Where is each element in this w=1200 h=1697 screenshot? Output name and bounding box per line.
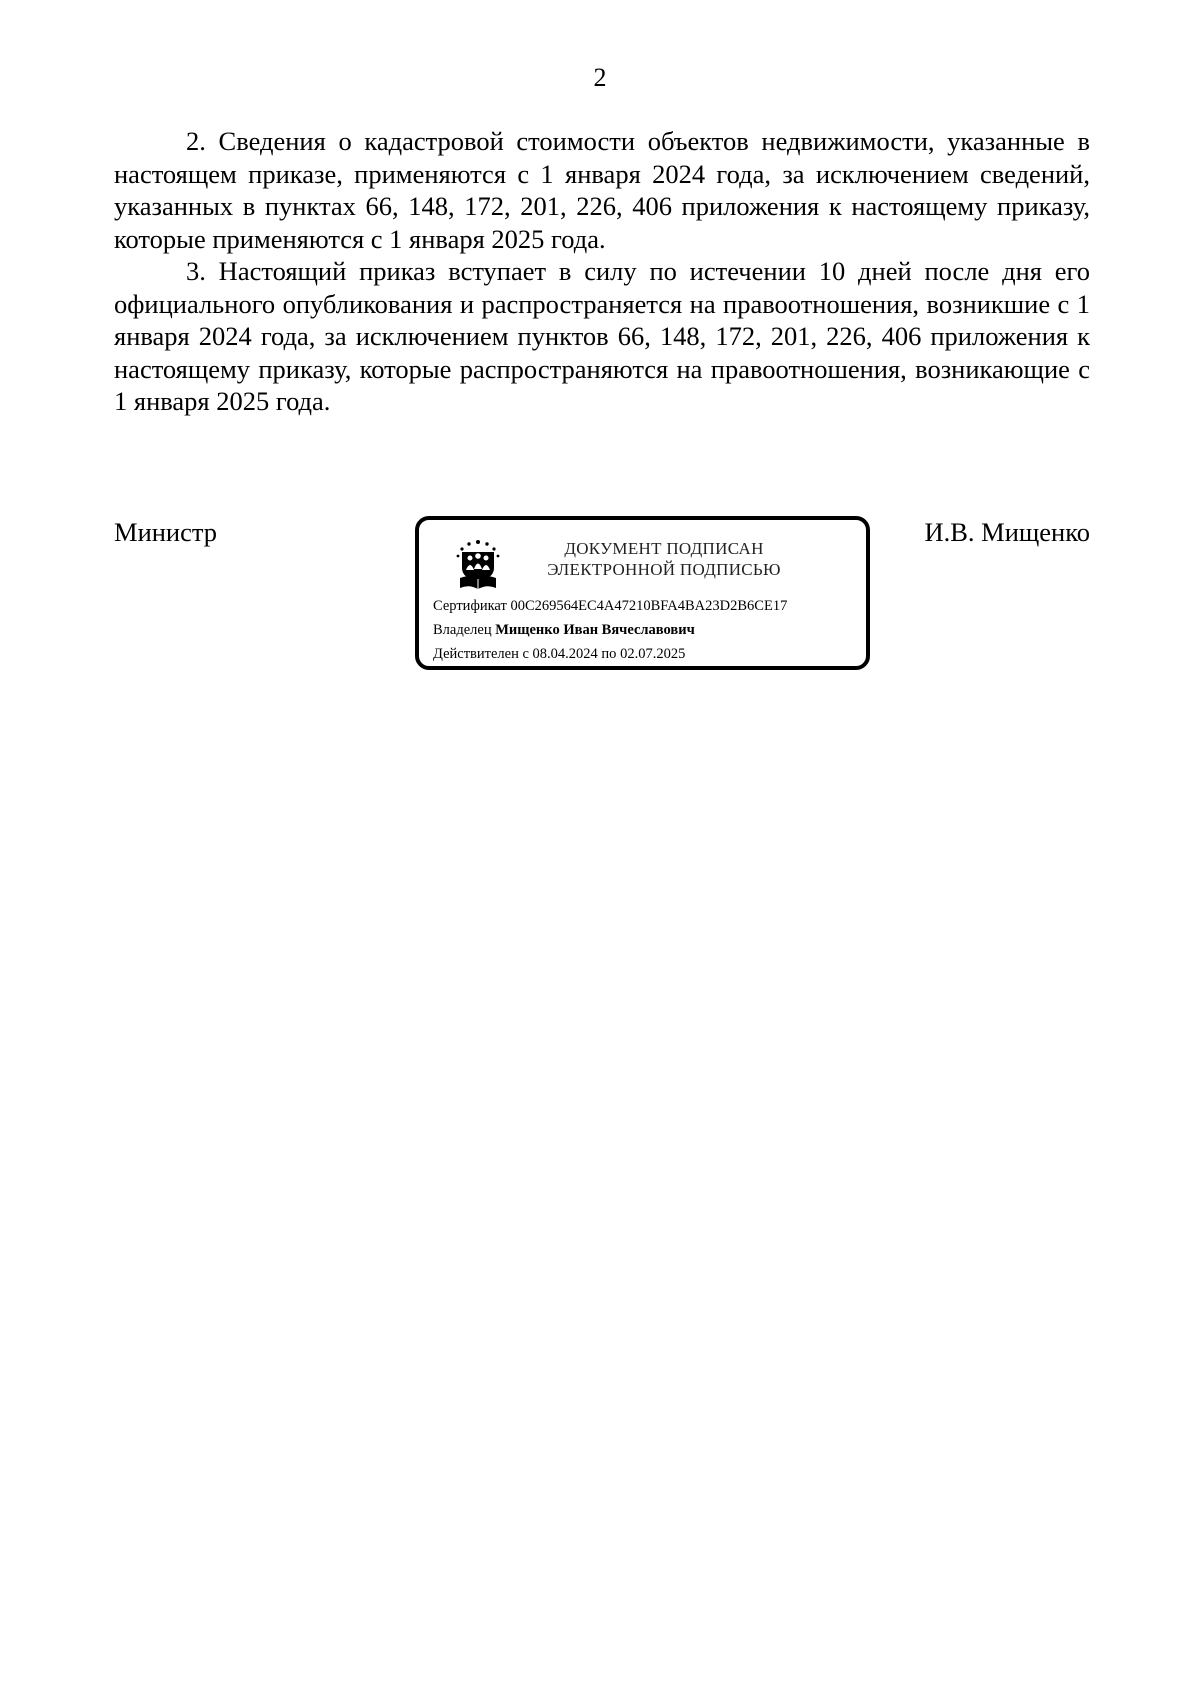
stamp-owner-line <box>433 621 695 639</box>
owner-value: Мищенко Иван Вячеславович <box>495 622 695 638</box>
certificate-label: Сертификат <box>433 598 507 614</box>
paragraph-3: 3. Настоящий приказ вступает в силу по истечении 10 дней после дня его официального опубликования и распространяется на правоотношения, возникшие с 1 января 2024 года, за исключением пунктов 66, 148, 172, 201, 226, 406 приложения к настоящему приказу, которые распространяются на правоотношения, возникающие с 1 января 2025 года. <box>114 256 1090 416</box>
valid-to-label: по <box>601 646 617 662</box>
regional-coat-of-arms-icon <box>453 538 503 590</box>
stamp-validity-line <box>433 645 685 663</box>
signatory-title: Министр <box>114 517 218 547</box>
owner-label: Владелец <box>433 622 492 638</box>
electronic-signature-stamp <box>415 516 870 670</box>
stamp-heading-line2: ЭЛЕКТРОННОЙ ПОДПИСЬЮ <box>547 560 781 579</box>
certificate-value: 00C269564EC4A47210BFA4BA23D2B6CE17 <box>510 598 788 614</box>
valid-from: 08.04.2024 <box>532 646 598 662</box>
stamp-heading-line1: ДОКУМЕНТ ПОДПИСАН <box>564 539 764 558</box>
page-number: 2 <box>593 63 607 92</box>
stamp-certificate-line <box>433 597 787 615</box>
stamp-heading <box>519 538 809 580</box>
valid-to: 02.07.2025 <box>620 646 686 662</box>
signatory-name: И.В. Мищенко <box>924 517 1090 547</box>
document-body <box>114 125 1090 418</box>
paragraph-2: 2. Сведения о кадастровой стоимости объектов недвижимости, указанные в настоящем приказе, применяются с 1 января 2024 года, за исключением сведений, указанных в пунктах 66, 148, 172, 201, 226, 406 приложения к настоящему приказу, которые применяются с 1 января 2025 года. <box>114 126 1090 254</box>
valid-label: Действителен с <box>433 646 529 662</box>
